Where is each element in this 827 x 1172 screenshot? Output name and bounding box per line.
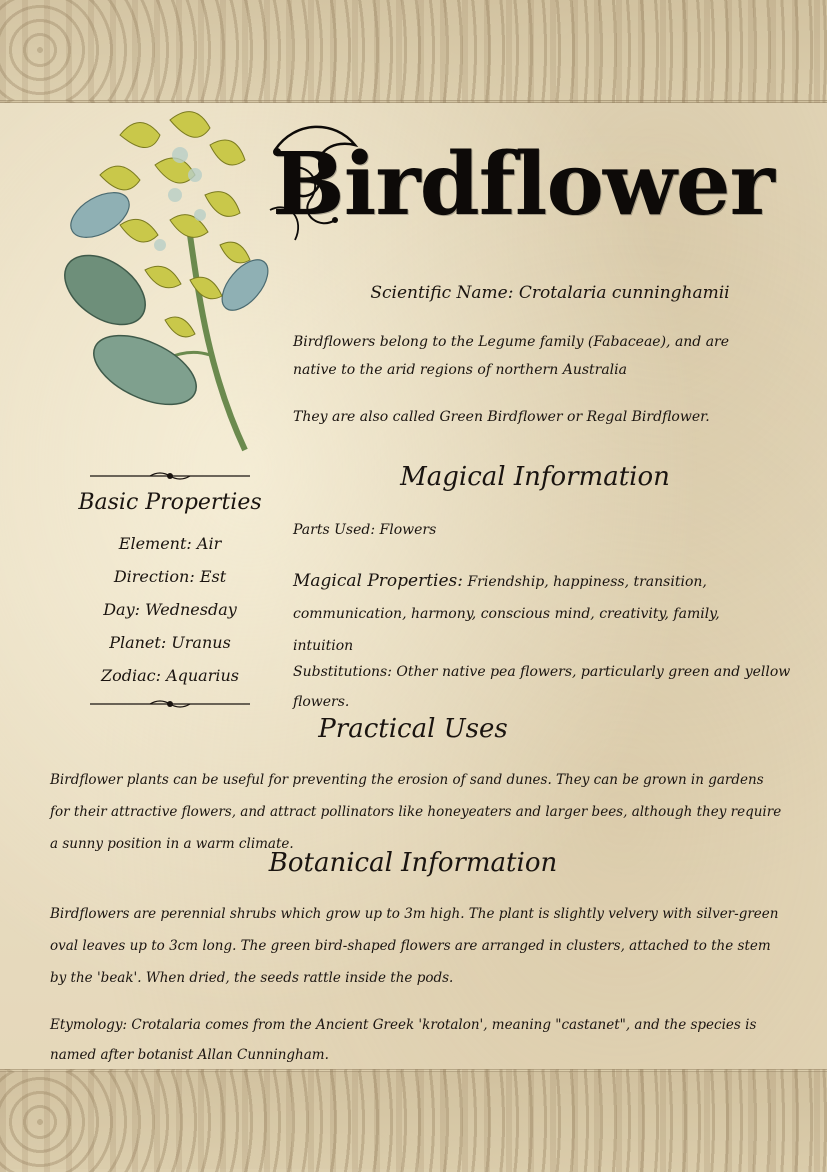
parts-used <box>293 515 773 545</box>
bottom-ornamental-border <box>0 1069 827 1172</box>
magical-properties-value: Friendship, happiness, transition, communication, harmony, conscious mind, creativity, family, intuition <box>293 574 720 654</box>
substitutions-label: Substitutions: <box>293 664 392 680</box>
parts-used-value: Flowers <box>379 522 437 538</box>
intro-paragraph-1: Birdflowers belong to the Legume family (Fabaceae), and are native to the arid regions of northern Australia <box>293 334 730 378</box>
magical-properties <box>293 565 783 662</box>
magical-properties-label: Magical Properties: <box>293 571 464 591</box>
property-value: Uranus <box>171 633 231 652</box>
property-value: Est <box>199 567 227 586</box>
basic-properties-heading: Basic Properties <box>78 490 262 515</box>
property-label: Element: <box>118 534 192 553</box>
property-element <box>60 527 280 560</box>
substitutions-value: Other native pea flowers, particularly green and yellow flowers. <box>293 664 791 710</box>
property-label: Direction: <box>113 567 195 586</box>
property-planet <box>60 626 280 659</box>
property-label: Day: <box>103 600 141 619</box>
plant-illustration <box>60 105 275 460</box>
basic-properties-panel <box>60 470 280 710</box>
substitutions <box>293 657 793 717</box>
property-zodiac <box>60 659 280 692</box>
scientific-name <box>300 283 800 303</box>
property-value: Air <box>196 534 222 553</box>
top-ornamental-border <box>0 0 827 103</box>
practical-uses-heading: Practical Uses <box>318 714 508 744</box>
property-value: Wednesday <box>145 600 237 619</box>
etymology-text: Etymology: Crotalaria comes from the Ancient Greek 'krotalon', meaning "castanet", and the species is named after botanist Allan Cunningham. <box>50 1017 757 1063</box>
property-label: Zodiac: <box>100 666 161 685</box>
scientific-name-value: Crotalaria cunninghamii <box>518 283 730 303</box>
scientific-name-label: Scientific Name: <box>370 283 514 303</box>
property-value: Aquarius <box>166 666 239 685</box>
property-direction <box>60 560 280 593</box>
parts-used-label: Parts Used: <box>293 522 376 538</box>
page-title: Birdflower <box>272 134 774 235</box>
property-day <box>60 593 280 626</box>
magical-information-heading: Magical Information <box>400 462 670 492</box>
divider-ornament <box>90 470 250 482</box>
intro-paragraph-2: They are also called Green Birdflower or Regal Birdflower. <box>293 409 710 425</box>
botanical-information-text: Birdflowers are perennial shrubs which grow up to 3m high. The plant is slightly velvery with silver-green oval leaves up to 3cm long. The green bird-shaped flowers are arranged in clusters, attached to the stem by the 'beak'. When dried, the seeds rattle inside the pods. <box>50 906 779 986</box>
property-label: Planet: <box>109 633 167 652</box>
botanical-information-heading: Botanical Information <box>268 848 558 878</box>
divider-ornament <box>90 698 250 710</box>
practical-uses-text: Birdflower plants can be useful for preventing the erosion of sand dunes. They can be grown in gardens for their attractive flowers, and attract pollinators like honeyeaters and larger bees, although they require a sunny position in a warm climate. <box>50 772 782 852</box>
